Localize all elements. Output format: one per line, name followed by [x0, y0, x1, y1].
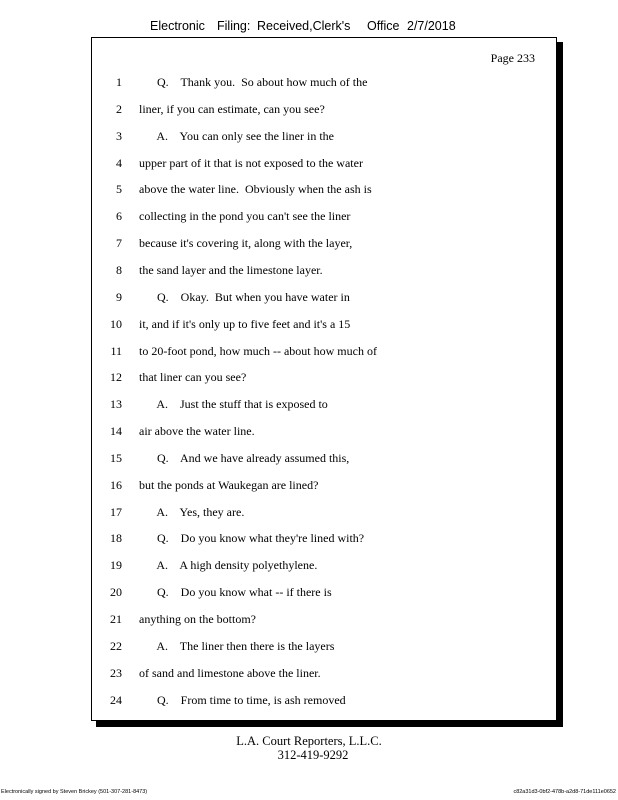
line-number: 13: [110, 397, 122, 412]
line-number: 6: [116, 209, 122, 224]
line-number: 14: [110, 424, 122, 439]
filing-stamp-header: [0, 19, 618, 37]
reporter-footer: [0, 734, 618, 762]
transcript-line: [92, 156, 556, 172]
header-electronic: Electronic: [150, 19, 205, 33]
line-number: 3: [116, 128, 122, 143]
line-number: 7: [116, 236, 122, 251]
transcript-line: [92, 558, 556, 574]
transcript-page: [91, 37, 557, 721]
transcript-line: [92, 75, 556, 91]
line-text: A. A high density polyethylene.: [139, 558, 318, 573]
electronic-signature: Electronically signed by Steven Brickey (501-307-281-8473): [1, 789, 148, 795]
line-text: because it's covering it, along with the layer,: [139, 236, 353, 251]
line-number: 9: [116, 289, 122, 304]
transcript-line: [92, 505, 556, 521]
transcript-line: [92, 612, 556, 628]
line-text: Q. Do you know what they're lined with?: [139, 531, 365, 546]
line-number: 22: [110, 638, 122, 653]
transcript-line: [92, 209, 556, 225]
line-number: 8: [116, 262, 122, 277]
line-text: to 20-foot pond, how much -- about how much of: [139, 343, 377, 358]
line-text: but the ponds at Waukegan are lined?: [139, 477, 319, 492]
transcript-line: [92, 639, 556, 655]
line-number: 19: [110, 558, 122, 573]
transcript-line: [92, 317, 556, 333]
line-text: upper part of it that is not exposed to the water: [139, 155, 363, 170]
line-text: that liner can you see?: [139, 370, 247, 385]
page-number: Page 233: [490, 51, 535, 65]
line-text: air above the water line.: [139, 424, 255, 439]
line-text: Q. Thank you. So about how much of the: [139, 75, 368, 89]
transcript-line: [92, 531, 556, 547]
document-hash: c82a31d3-0bf2-478b-a2d8-71de111e0652: [513, 789, 616, 795]
line-number: 16: [110, 477, 122, 492]
transcript-line: [92, 263, 556, 279]
transcript-line: [92, 585, 556, 601]
line-text: Q. And we have already assumed this,: [139, 450, 350, 465]
line-number: 21: [110, 612, 122, 626]
line-text: it, and if it's only up to five feet and it's a 15: [139, 316, 351, 331]
line-number: 2: [116, 101, 122, 116]
line-number: 11: [110, 343, 122, 358]
transcript-line: [92, 344, 556, 360]
line-text: above the water line. Obviously when the ash is: [139, 182, 372, 197]
line-number: 23: [110, 665, 122, 680]
transcript-line: [92, 424, 556, 440]
court-reporter-phone: 312-419-9292: [277, 748, 349, 762]
transcript-line: [92, 102, 556, 118]
transcript-line: [92, 129, 556, 145]
line-text: A. You can only see the liner in the: [139, 128, 334, 143]
transcript-line: [92, 666, 556, 682]
line-number: 1: [116, 75, 122, 89]
transcript-line: [92, 236, 556, 252]
line-text: A. Just the stuff that is exposed to: [139, 397, 328, 412]
line-number: 15: [110, 450, 122, 465]
transcript-line: [92, 370, 556, 386]
header-received: Received,Clerk's: [257, 19, 351, 33]
line-number: 24: [110, 692, 122, 707]
transcript-line: [92, 182, 556, 198]
line-text: anything on the bottom?: [139, 612, 256, 626]
line-text: A. The liner then there is the layers: [139, 638, 335, 653]
transcript-line: [92, 290, 556, 306]
transcript-line: [92, 693, 556, 709]
line-number: 12: [110, 370, 122, 385]
header-filing: Filing:: [217, 19, 251, 33]
line-text: Q. Do you know what -- if there is: [139, 585, 332, 600]
line-text: the sand layer and the limestone layer.: [139, 262, 323, 277]
line-text: Q. Okay. But when you have water in: [139, 289, 350, 304]
transcript-line: [92, 478, 556, 494]
court-reporter-name: L.A. Court Reporters, L.L.C.: [236, 734, 382, 748]
line-text: Q. From time to time, is ash removed: [139, 692, 346, 707]
transcript-line: [92, 397, 556, 413]
line-number: 20: [110, 585, 122, 600]
line-text: A. Yes, they are.: [139, 504, 245, 519]
line-number: 17: [110, 504, 122, 519]
header-office: Office: [367, 19, 400, 33]
line-text: collecting in the pond you can't see the liner: [139, 209, 351, 224]
transcript-line: [92, 451, 556, 467]
line-number: 4: [116, 155, 122, 170]
line-text: of sand and limestone above the liner.: [139, 665, 321, 680]
line-number: 18: [110, 531, 122, 546]
line-number: 10: [110, 316, 122, 331]
line-text: liner, if you can estimate, can you see?: [139, 101, 325, 116]
header-date: 2/7/2018: [407, 19, 456, 33]
line-number: 5: [116, 182, 122, 197]
